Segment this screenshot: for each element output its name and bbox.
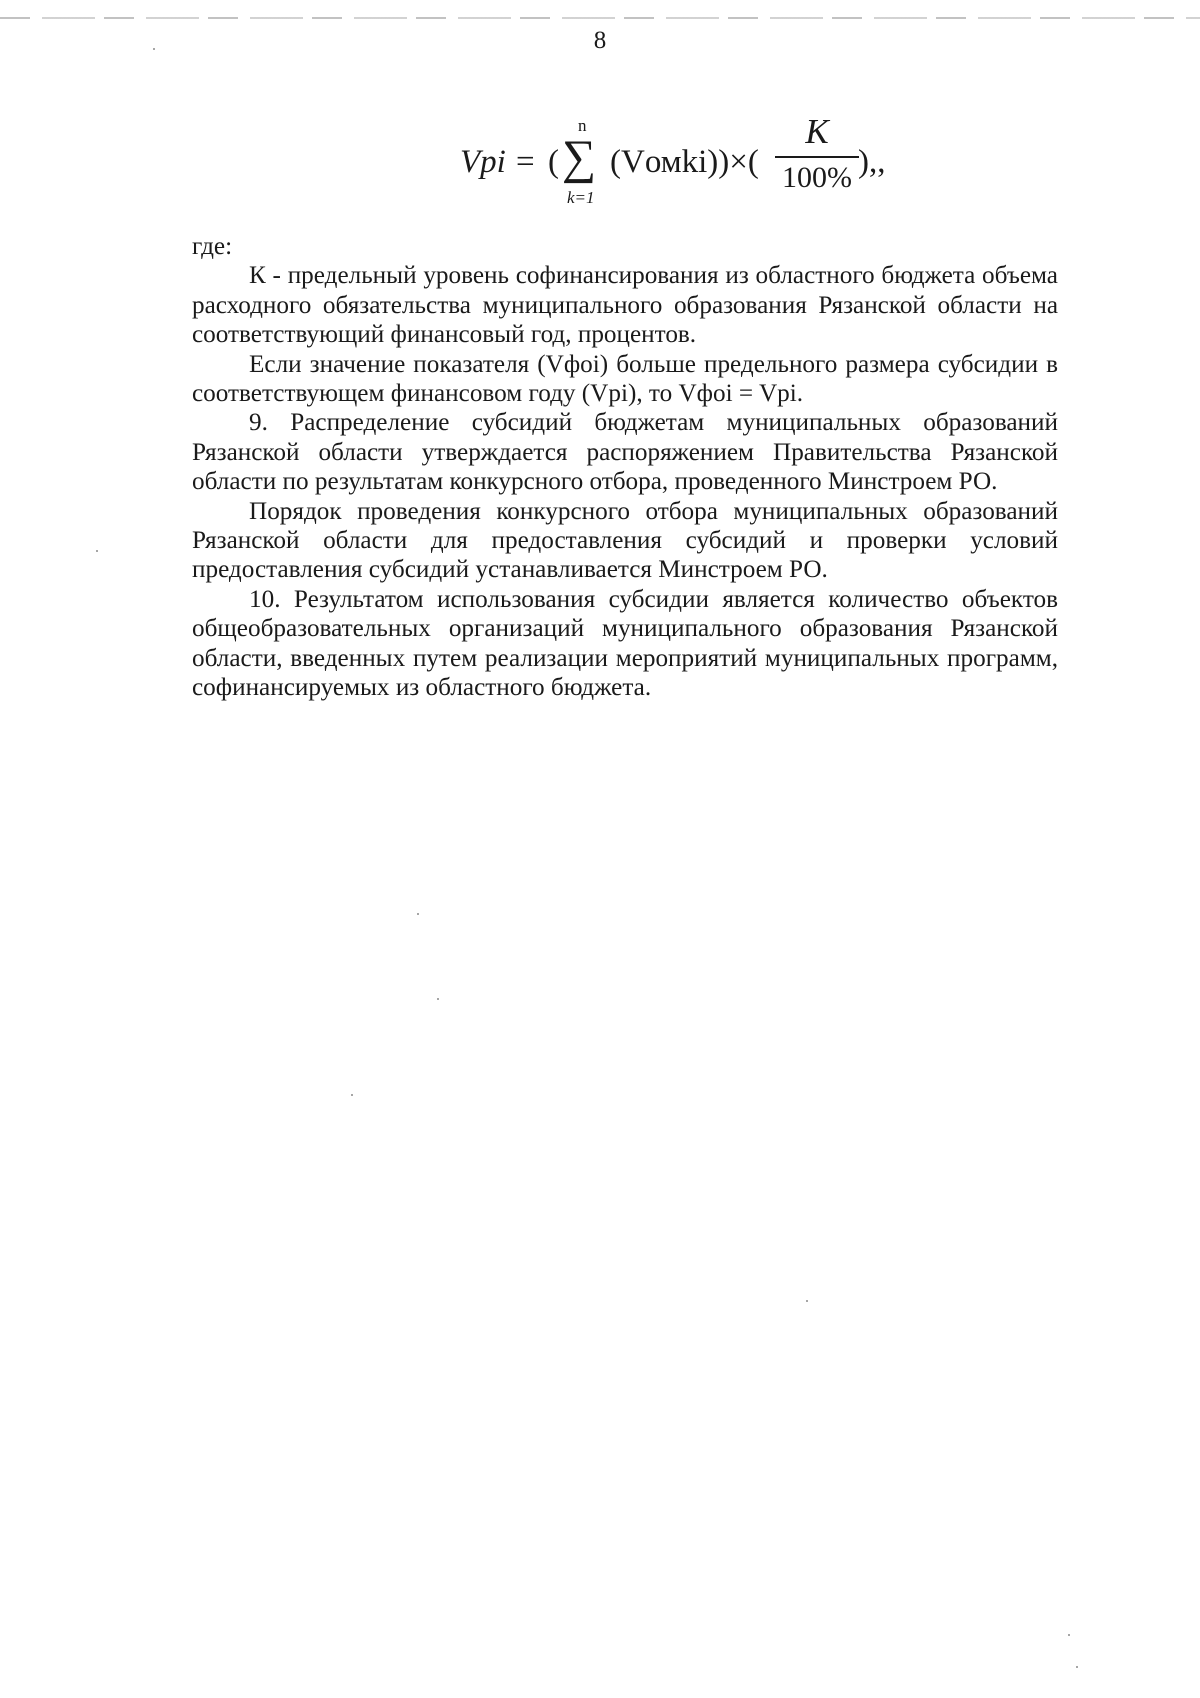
formula-lhs: Vpi (460, 144, 506, 180)
formula-times: × (729, 144, 748, 180)
paragraph-item-9: 9. Распределение субсидий бюджетам муниципальных образований Рязанской области утверждается распоряжением Правительства Рязанской области по результатам конкурсного отбора, проведенного Минстроем РО. (192, 409, 1058, 496)
scan-speck (96, 550, 98, 552)
formula-sum-symbol: ∑ (562, 131, 597, 184)
formula-sum-upper-limit: n (578, 116, 587, 135)
paragraph-selection-procedure: Порядок проведения конкурсного отбора муниципальных образований Рязанской области для предоставления субсидий и проверки условий предоставления субсидий устанавливается Минстроем РО. (192, 497, 1058, 584)
formula-fraction (775, 112, 859, 196)
scan-speck (153, 48, 155, 50)
scan-speck (417, 913, 419, 915)
formula-fraction-bar (775, 156, 859, 158)
formula-sum-lower-limit: k=1 (567, 188, 595, 207)
document-body (192, 232, 1058, 703)
formula-numerator: K (805, 112, 829, 151)
formula-trailing-comma: , (877, 144, 886, 180)
scan-speck (437, 998, 439, 1000)
page-number: 8 (593, 27, 607, 54)
formula-open-paren: ( (548, 144, 559, 180)
formula-summand-group (610, 144, 759, 181)
formula-denominator: 100% (782, 161, 852, 194)
paragraph-if-value: Если значение показателя (Vфоi) больше предельного размера субсидии в соответствующем финансовом году (Vpi), то Vфоi = Vpi. (192, 350, 1058, 408)
formula-close-group (858, 144, 886, 181)
formula-open-paren-2: ( (747, 144, 759, 180)
scan-edge-line (0, 17, 1200, 19)
formula-equals: = (516, 144, 535, 180)
scan-speck (1076, 1666, 1078, 1668)
formula-summand: (Vомki)) (610, 144, 730, 180)
paragraph-k-definition: К - предельный уровень софинансирования из областного бюджета объема расходного обязательства муниципального образования Рязанской области на соответствующий финансовый год, процентов. (192, 262, 1058, 349)
formula-close-paren: ), (858, 144, 878, 180)
scan-speck (1068, 1634, 1070, 1636)
paragraph-where: где: (192, 233, 233, 260)
paragraph-item-10: 10. Результатом использования субсидии является количество объектов общеобразовательных организаций муниципального образования Рязанской области, введенных путем реализации мероприятий муниципальных программ, софинансируемых из областного бюджета. (192, 585, 1058, 702)
scan-speck (351, 1094, 353, 1096)
scan-speck (806, 1300, 808, 1302)
subsidy-formula (460, 112, 886, 212)
